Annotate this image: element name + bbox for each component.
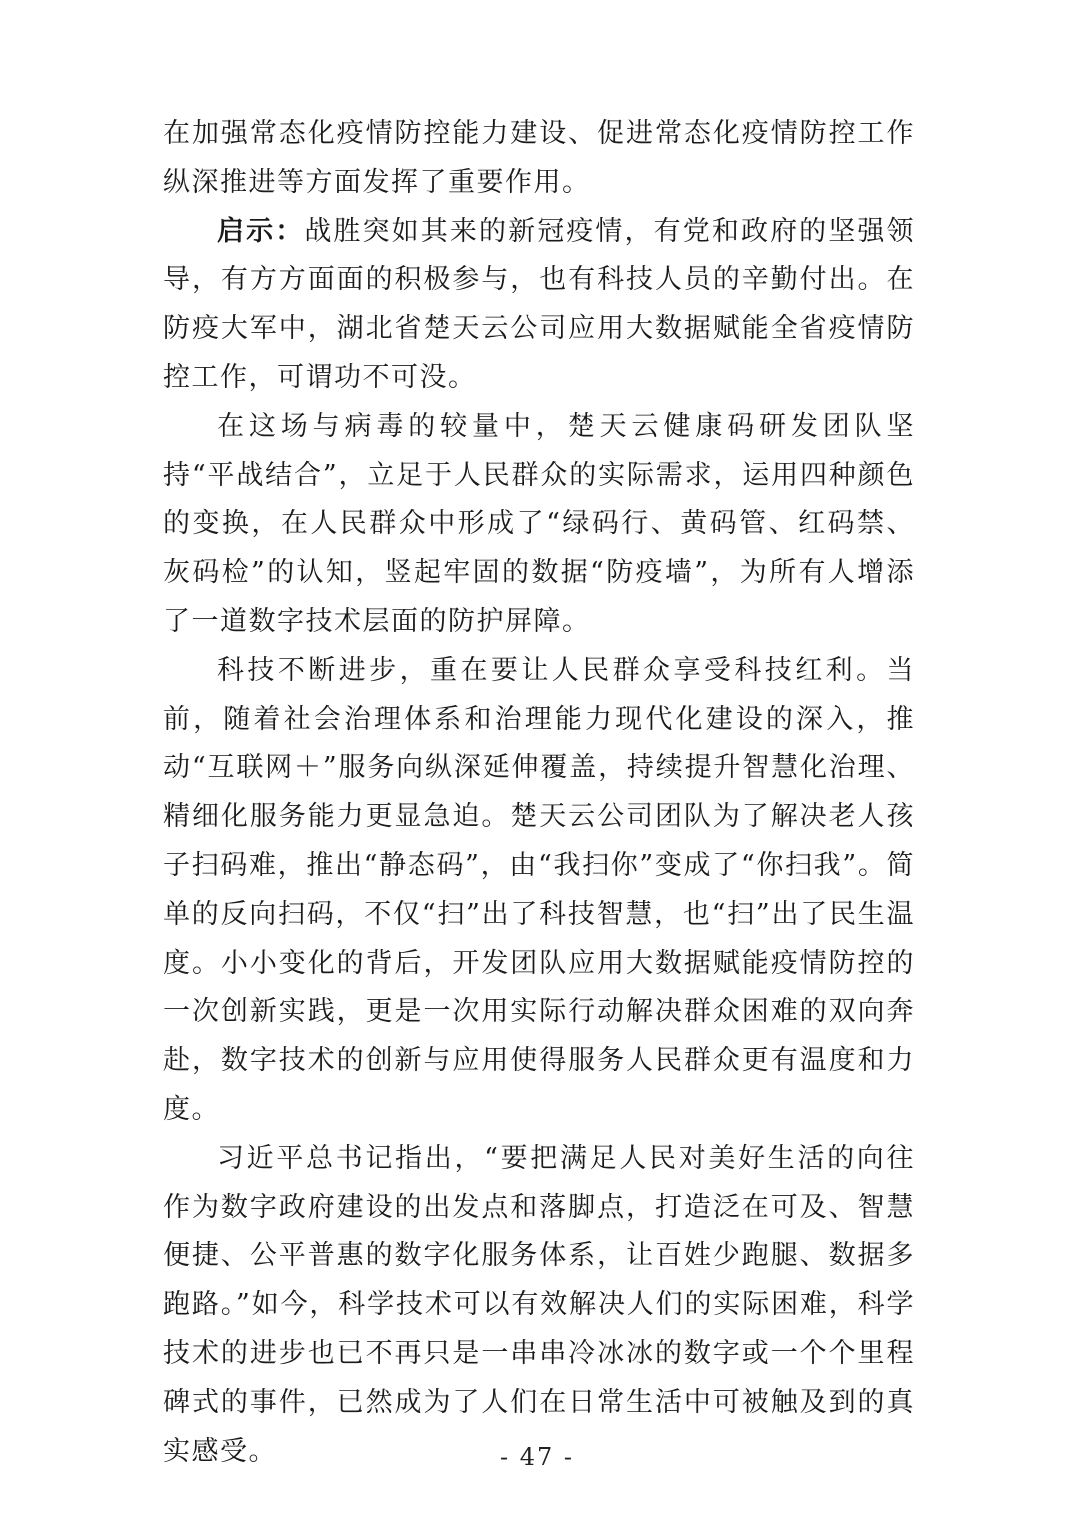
paragraph-lead-label: 启示： bbox=[217, 215, 305, 247]
paragraph-text: 习近平总书记指出，“要把满足人民对美好生活的向往作为数字政府建设的出发点和落脚点，打造泛在可及、智慧便捷、公平普惠的数字化服务体系，让百姓少跑腿、数据多跑路。”如今，科学技术可以有效解决人们的实际困难，科学技术的进步也已不再只是一串串冷冰冰的数字或一个个里程碑式的事件，已然成为了人们在日常生活中可被触及到的真实感受。 bbox=[163, 1142, 915, 1467]
paragraph-continuation bbox=[163, 110, 915, 208]
page-number: - 47 - bbox=[499, 1443, 574, 1471]
document-body bbox=[163, 110, 915, 1476]
paragraph-text: 战胜突如其来的新冠疫情，有党和政府的坚强领导，有方方面面的积极参与，也有科技人员的辛勤付出。在防疫大军中，湖北省楚天云公司应用大数据赋能全省疫情防控工作，可谓功不可没。 bbox=[163, 215, 916, 393]
paragraph-text: 在这场与病毒的较量中，楚天云健康码研发团队坚持“平战结合”，立足于人民群众的实际需求，运用四种颜色的变换，在人民群众中形成了“绿码行、黄码管、红码禁、灰码检”的认知，竖起牢固的数据“防疫墙”，为所有人增添了一道数字技术层面的防护屏障。 bbox=[163, 410, 915, 637]
paragraph-text: 在加强常态化疫情防控能力建设、促进常态化疫情防控工作纵深推进等方面发挥了重要作用。 bbox=[163, 118, 915, 198]
paragraph-health-code bbox=[163, 403, 915, 647]
paragraph-quote bbox=[163, 1135, 915, 1477]
paragraph-text: 科技不断进步，重在要让人民群众享受科技红利。当前，随着社会治理体系和治理能力现代化建设的深入，推动“互联网＋”服务向纵深延伸覆盖，持续提升智慧化治理、精细化服务能力更显急迫。楚天云公司团队为了解决老人孩子扫码难，推出“静态码”，由“我扫你”变成了“你扫我”。简单的反向扫码，不仅“扫”出了科技智慧，也“扫”出了民生温度。小小变化的背后，开发团队应用大数据赋能疫情防控的一次创新实践，更是一次用实际行动解决群众困难的双向奔赴，数字技术的创新与应用使得服务人民群众更有温度和力度。 bbox=[163, 654, 915, 1125]
paragraph-insight bbox=[163, 208, 915, 403]
paragraph-tech-progress bbox=[163, 647, 915, 1135]
